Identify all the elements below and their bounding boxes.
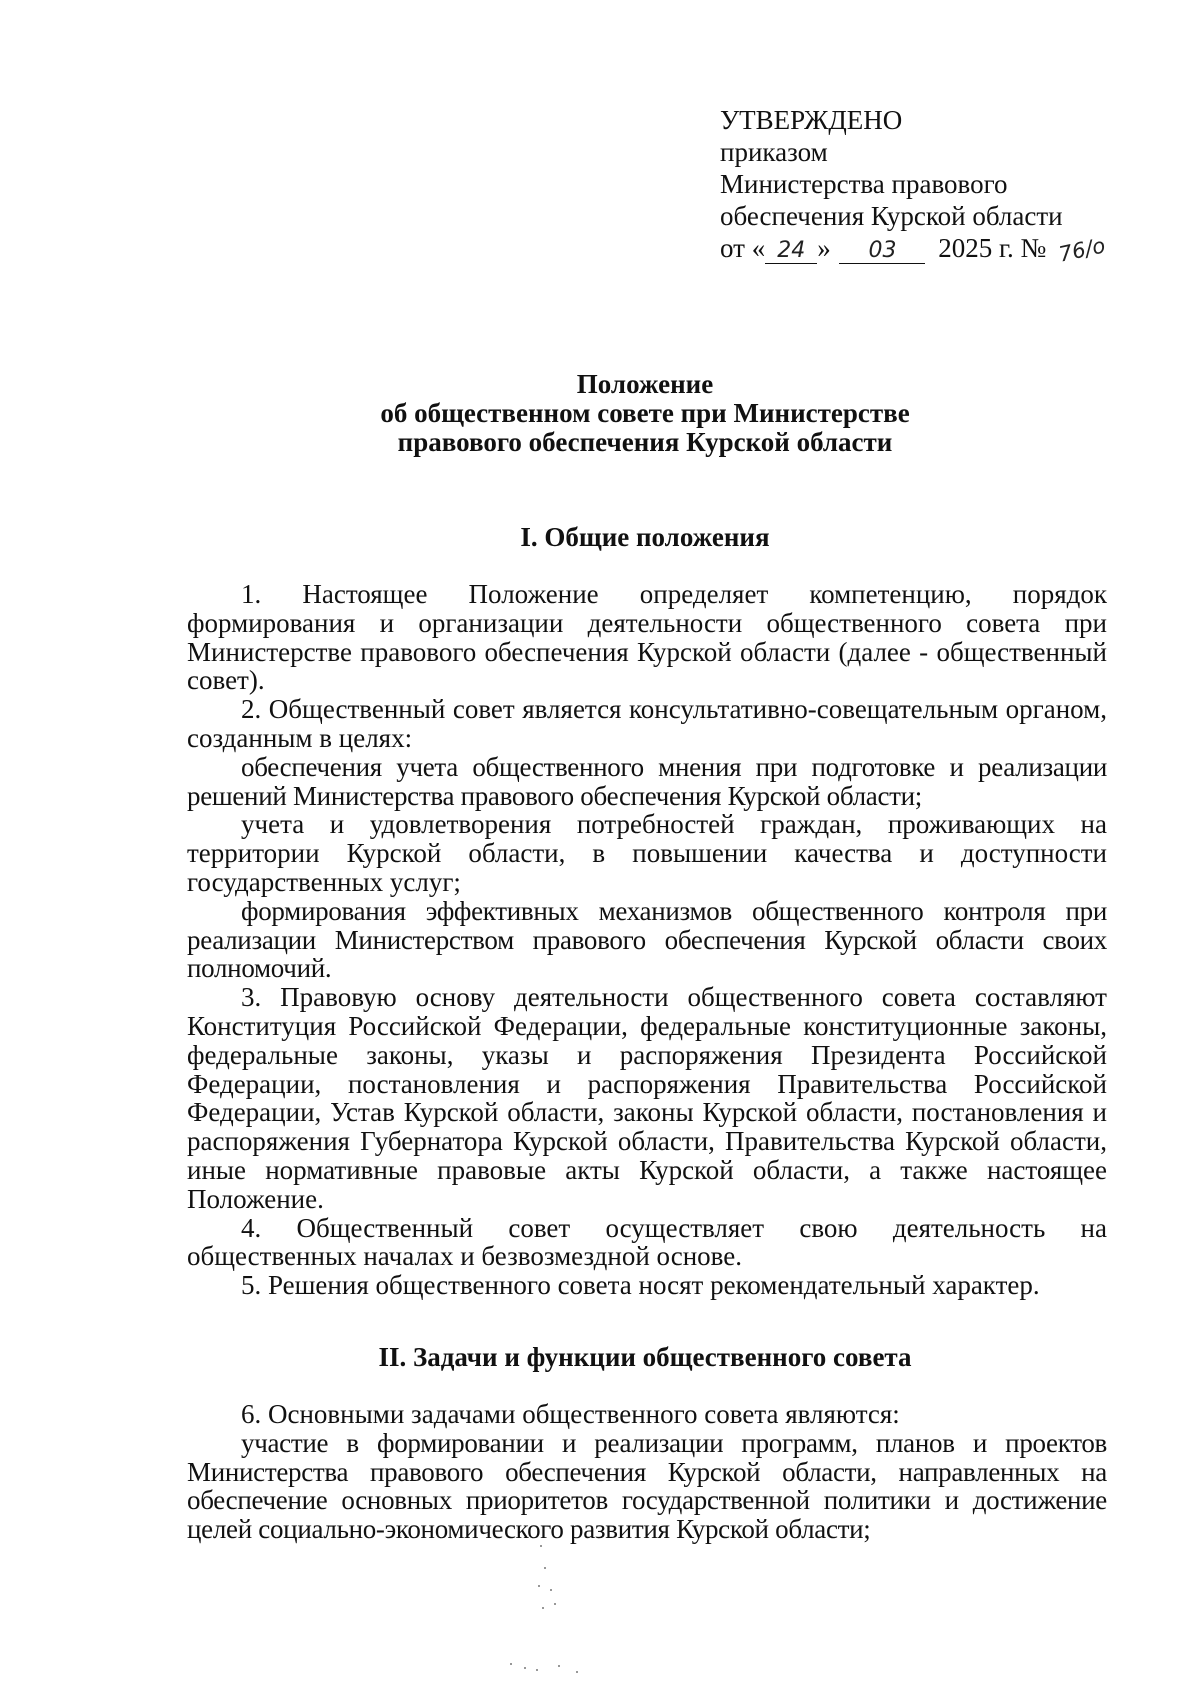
approval-date-line — [720, 232, 1170, 267]
approval-line-2: Министерства правового — [720, 169, 1008, 199]
document-title — [160, 370, 1130, 457]
handwritten-month: 03 — [839, 239, 925, 264]
title-line-3: правового обеспечения Курской области — [397, 427, 893, 457]
section-1-heading: I. Общие положения — [520, 522, 770, 552]
paragraph: обеспечения учета общественного мнения при подготовке и реализации решений Министерства правового обеспечения Курской области; — [187, 751, 1107, 811]
approval-stamp — [720, 104, 1170, 267]
paragraph: 6. Основными задачами общественного совета являются: — [241, 1399, 900, 1429]
section-1-body — [187, 580, 1107, 1300]
date-prefix: от « — [720, 233, 766, 263]
approval-line-1: приказом — [720, 137, 828, 167]
title-line-1: Положение — [576, 369, 714, 399]
paragraph: 3. Правовую основу деятельности общественного совета составляют Конституция Российской Федерации, федеральные конституционные законы, федеральные законы, указы и распоряжения Президента Российской Федерации, постановления и распоряжения Правительства Российской Федерации, Устав Курской области, законы Курской области, постановления и распоряжения Губернатора Курской области, Правительства Курской области, иные нормативные правовые акты Курской области, а также настоящее Положение. — [187, 982, 1107, 1214]
paragraph: 2. Общественный совет является консультативно-совещательным органом, созданным в целях: — [187, 694, 1107, 753]
paragraph: 1. Настоящее Положение определяет компетенцию, порядок формирования и организации деятельности общественного совета при Министерстве правового обеспечения Курской области (далее - общественный совет). — [187, 579, 1107, 696]
section-2-heading: II. Задачи и функции общественного совета — [378, 1342, 912, 1372]
paragraph: участие в формировании и реализации программ, планов и проектов Министерства правового обеспечения Курской области, направленных на обеспечение основных приоритетов государственной политики и достижение целей социально-экономического развития Курской области; — [187, 1427, 1107, 1545]
date-quote-close: » — [817, 233, 831, 263]
scan-noise — [480, 1545, 680, 1685]
handwritten-order-number: 76/о — [1056, 233, 1108, 267]
approval-line-3: обеспечения Курской области — [720, 201, 1063, 231]
title-line-2: об общественном совете при Министерстве — [380, 398, 910, 428]
approval-heading: УТВЕРЖДЕНО — [720, 105, 903, 135]
date-year: 2025 г. № — [938, 233, 1047, 263]
paragraph: 5. Решения общественного совета носят рекомендательный характер. — [241, 1270, 1040, 1301]
paragraph: учета и удовлетворения потребностей граждан, проживающих на территории Курской области, в повышении качества и доступности государственных услуг; — [187, 809, 1107, 897]
handwritten-day: 24 — [765, 239, 817, 264]
paragraph: формирования эффективных механизмов общественного контроля при реализации Министерством правового обеспечения Курской области своих полномочий. — [187, 895, 1107, 984]
paragraph: 4. Общественный совет осуществляет свою деятельность на общественных началах и безвозмездной основе. — [187, 1212, 1107, 1272]
section-2-body — [187, 1400, 1107, 1544]
